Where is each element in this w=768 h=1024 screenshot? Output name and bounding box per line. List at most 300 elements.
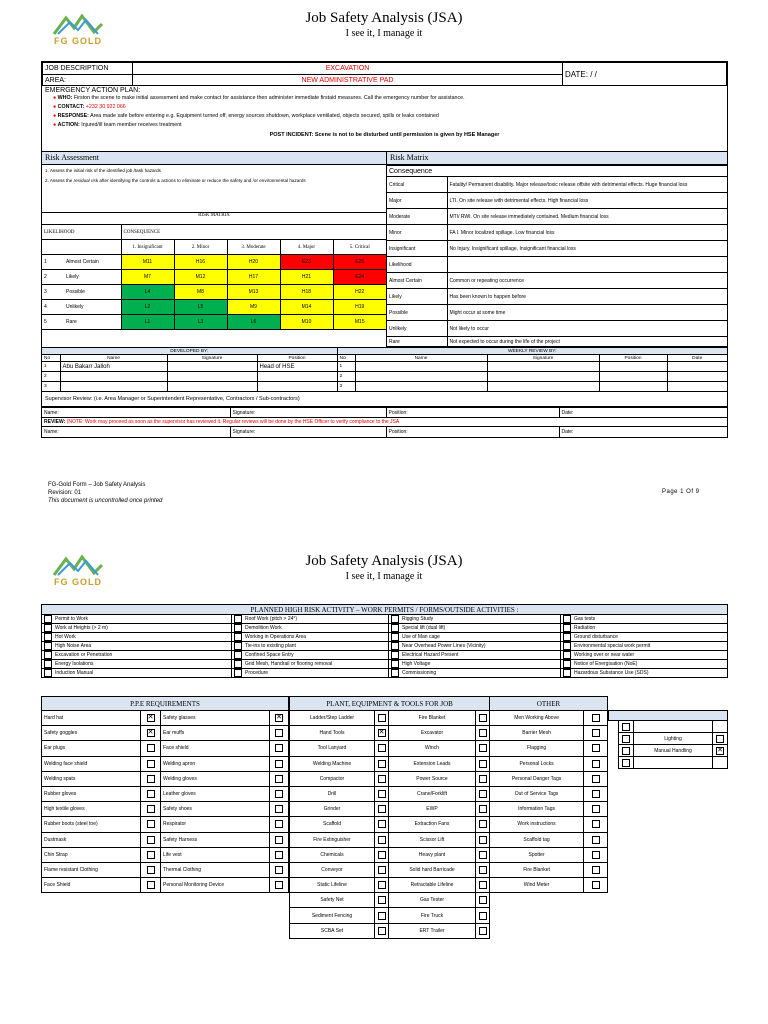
likelihood-header: LIKELIHOOD [42, 225, 121, 240]
side-item: Manual Handling [634, 745, 713, 757]
consequence-col: 4. Major [280, 240, 333, 255]
ppe-item: Flame resistant Clothing [42, 862, 141, 877]
ppe-item: Ear muffs [161, 726, 270, 741]
permit-checkbox[interactable] [563, 642, 571, 650]
ppe-item: Rubber gloves [42, 786, 141, 801]
risk-matrix [42, 224, 386, 330]
col-position: Position [257, 355, 337, 362]
ppe-item: Welding apron [161, 756, 270, 771]
likelihood-num: 4 [44, 304, 47, 310]
plant-item: Grinder [290, 802, 375, 817]
permit-checkbox[interactable] [391, 642, 399, 650]
risk-cell: H18 [280, 285, 333, 300]
risk-cell: L2 [121, 300, 174, 315]
ppe-checkbox[interactable] [275, 866, 283, 874]
other-checkbox[interactable] [592, 851, 600, 859]
permit-checkbox[interactable] [234, 624, 242, 632]
other-checkbox[interactable] [592, 866, 600, 874]
plant-item: Tool Lanyard [290, 741, 375, 756]
permit-checkbox[interactable] [234, 651, 242, 659]
plant-title: PLANT, EQUIPMENT & TOOLS FOR JOB [290, 697, 490, 711]
col-no-2: No [337, 355, 355, 362]
plant-item: Extension Leads [389, 756, 476, 771]
likelihood-desc: Might occur at some time [447, 305, 727, 321]
likelihood-num: 1 [44, 259, 47, 265]
dev-signature[interactable] [167, 362, 257, 372]
eap-value: +232 30 922 066 [85, 104, 126, 110]
ppe-item: Face Shield [42, 878, 141, 893]
ppe-checkbox[interactable] [275, 775, 283, 783]
review-position[interactable] [599, 382, 667, 392]
plant-checkbox[interactable] [378, 927, 386, 935]
ppe-checkbox[interactable] [147, 866, 155, 874]
likelihood-desc: Not expected to occur during the life of the project [447, 337, 727, 347]
plant-item: Compactor [290, 771, 375, 786]
risk-cell: H17 [227, 270, 280, 285]
permit-checkbox[interactable] [234, 669, 242, 677]
permits-table [41, 604, 728, 678]
review-name[interactable] [355, 372, 487, 382]
review-no: 1 [337, 362, 355, 372]
likelihood-key: Unlikely [387, 321, 447, 337]
eap-value: Firston the scene to make initial assessment and make contact for assistance then administer immediate firstaid measures. Call the emergency number for assistance. [73, 95, 465, 101]
review-no: 2 [337, 372, 355, 382]
page-subtitle: I see it, I manage it [345, 28, 423, 39]
other-checkbox[interactable] [592, 836, 600, 844]
side-checkbox[interactable] [622, 735, 630, 743]
eap-value: Injured/ill team member receives treatment [81, 122, 182, 128]
eap-item [45, 94, 724, 103]
eap-key: ACTION: [57, 122, 80, 128]
consequence-header: CONSEQUENCE [121, 225, 386, 240]
plant-item: EWP [389, 802, 476, 817]
review-date[interactable] [667, 362, 727, 372]
other-checkbox[interactable] [592, 760, 600, 768]
risk-matrix-header: Risk Matrix [387, 152, 727, 165]
consequence-desc: FA I. Minor localized spillage. Low financial loss [447, 225, 727, 241]
plant-checkbox[interactable] [479, 714, 487, 722]
eap-key: CONTACT: [57, 104, 85, 110]
footer [48, 481, 162, 505]
plant-checkbox[interactable] [479, 790, 487, 798]
review-note: (NOTE: Work may proceed as soon as the supervisor has reviewed it. Regular reviews will be done by the HSE Officer to verify compliance to the JSA [66, 419, 400, 425]
consequence-table [387, 165, 727, 347]
other-checkbox[interactable] [592, 714, 600, 722]
eap-item [45, 112, 724, 121]
other-item: Fire Blanket [490, 862, 584, 877]
risk-cell: H19 [333, 300, 386, 315]
plant-checkbox[interactable] [479, 820, 487, 828]
post-incident-label: POST INCIDENT: [269, 132, 314, 138]
sup-date[interactable]: Date: [559, 408, 727, 418]
dev-position [257, 372, 337, 382]
area-value: NEW ADMINISTRATIVE PAD [133, 75, 563, 86]
risk-cell: E24 [333, 270, 386, 285]
consequence-desc: LTI. On site release with detrimental effects. High financial loss [447, 193, 727, 209]
permit-checkbox[interactable] [44, 624, 52, 632]
plant-checkbox[interactable] [479, 760, 487, 768]
review-no: 3 [337, 382, 355, 392]
ppe-checkbox[interactable] [275, 836, 283, 844]
plant-checkbox[interactable] [479, 836, 487, 844]
ppe-checkbox[interactable]: ✕ [147, 714, 154, 722]
ppe-item: Welding gloves [161, 771, 270, 786]
dev-name [60, 372, 167, 382]
plant-item: Sediment Fencing [290, 908, 375, 923]
page-subtitle-2: I see it, I manage it [345, 571, 423, 582]
risk-cell: L4 [121, 285, 174, 300]
ppe-checkbox[interactable] [275, 820, 283, 828]
risk-assessment-header: Risk Assessment [42, 152, 386, 165]
review-date[interactable] [667, 372, 727, 382]
footer-revision: Revision: 01 [48, 490, 82, 496]
logo-text: FG GOLD [54, 36, 102, 46]
plant-item: ERT Trailer [389, 923, 476, 938]
plant-checkbox[interactable] [378, 714, 386, 722]
col-date-2: Date [667, 355, 727, 362]
plant-checkbox[interactable] [479, 896, 487, 904]
permit-checkbox[interactable] [391, 624, 399, 632]
risk-cell: M11 [121, 255, 174, 270]
permit-label: High Noise Area [55, 643, 92, 650]
other-checkbox[interactable] [592, 820, 600, 828]
side-item [634, 721, 713, 733]
consequence-title: Consequence [387, 166, 727, 177]
permit-checkbox[interactable] [391, 651, 399, 659]
dev-no: 3 [42, 382, 60, 392]
plant-checkbox[interactable] [479, 927, 487, 935]
permit-label: Radiation [574, 625, 596, 632]
ppe-checkbox[interactable] [147, 775, 155, 783]
likelihood-desc: Common or repeating occurrence [447, 273, 727, 289]
review-position[interactable] [599, 362, 667, 372]
eap-key: WHO: [57, 95, 73, 101]
ppe-checkbox[interactable] [275, 760, 283, 768]
plant-checkbox[interactable] [378, 836, 386, 844]
col-signature-2: Signature [487, 355, 599, 362]
likelihood-num: 5 [44, 319, 47, 325]
rev-name[interactable]: Name: [42, 427, 230, 437]
plant-checkbox[interactable] [378, 760, 386, 768]
likelihood-label: Likely [66, 274, 79, 280]
risk-cell: E23 [280, 255, 333, 270]
consequence-col: 3. Moderate [227, 240, 280, 255]
likelihood-desc: Not likely to occur [447, 321, 727, 337]
review-name[interactable] [355, 382, 487, 392]
consequence-desc: No Injury. Insignificant spillage, Insignificant financial loss [447, 241, 727, 257]
plant-checkbox[interactable] [479, 912, 487, 920]
other-item: Personal Locks [490, 756, 584, 771]
permit-checkbox[interactable] [563, 669, 571, 677]
plant-item: Ladder/Step Ladder [290, 711, 375, 726]
plant-checkbox[interactable] [378, 912, 386, 920]
footer-uncontrolled: This document is uncontrolled once printed [48, 498, 163, 504]
permit-checkbox[interactable] [234, 615, 242, 623]
permit-checkbox[interactable] [234, 633, 242, 641]
likelihood-desc: Has been known to happen before [447, 289, 727, 305]
sup-signature[interactable]: Signature: [230, 408, 386, 418]
side-item: Lighting [634, 733, 713, 745]
plant-checkbox[interactable] [378, 820, 386, 828]
permit-label: Permit to Work [55, 616, 88, 623]
eap-value: Area made safe before entering e.g. Equipment turned off, energy sources shutdown, workplace ventilated, objects secured, spills or leaks contained [90, 113, 439, 119]
plant-item: Welding Machine [290, 756, 375, 771]
risk-cell: L6 [227, 315, 280, 330]
side-checkbox[interactable] [622, 723, 630, 731]
sup-name[interactable]: Name: [42, 408, 230, 418]
risk-cell: M15 [333, 315, 386, 330]
plant-checkbox[interactable] [479, 805, 487, 813]
dev-position [257, 382, 337, 392]
page-title-2: Job Safety Analysis (JSA) [305, 553, 463, 569]
other-checkbox[interactable] [592, 744, 600, 752]
likelihood-key: Likely [387, 289, 447, 305]
consequence-key: Insignificant [387, 241, 447, 257]
ppe-item: Welding spats [42, 771, 141, 786]
permit-label: Ground disturbance [574, 634, 618, 641]
permit-label: Roof Work (pitch > 24°) [245, 616, 298, 623]
permit-label: Hot Work [55, 634, 76, 641]
other-checkbox[interactable] [592, 729, 600, 737]
dev-name [60, 382, 167, 392]
permit-label: Commissioning [402, 670, 437, 677]
review-position[interactable] [599, 372, 667, 382]
permit-checkbox[interactable] [391, 615, 399, 623]
ppe-table [41, 696, 289, 893]
permit-checkbox[interactable] [44, 651, 52, 659]
ppe-item: Hard hat [42, 711, 141, 726]
job-description-label: JOB DESCRIPTION [43, 63, 133, 75]
side-item [634, 757, 713, 769]
ppe-checkbox[interactable] [147, 820, 155, 828]
bullet-icon: ● [53, 113, 58, 119]
plant-item: Scissor Lift [389, 832, 476, 847]
consequence-desc: Fatality/ Permanent disability. Major release/toxic release offsite with detrimental effects. Huge financial loss [447, 177, 727, 193]
consequence-key: Minor [387, 225, 447, 241]
eap-list [45, 94, 724, 130]
risk-cell: M9 [227, 300, 280, 315]
permit-checkbox[interactable] [44, 615, 52, 623]
plant-checkbox[interactable] [378, 881, 386, 889]
ra-step-2: 2. Assess the [45, 178, 74, 183]
dev-signature[interactable] [167, 372, 257, 382]
dev-name: Abu Bakarr Jalloh [60, 362, 167, 372]
dev-no: 2 [42, 372, 60, 382]
developed-by-table [42, 347, 727, 392]
ppe-checkbox[interactable] [147, 836, 155, 844]
permit-checkbox[interactable] [563, 651, 571, 659]
permit-label: Gas tests [574, 616, 596, 623]
ppe-checkbox[interactable] [147, 760, 155, 768]
date-field[interactable]: DATE: / / [563, 63, 727, 86]
plant-item: Heavy plant [389, 847, 476, 862]
plant-item: Safety Net [290, 893, 375, 908]
permit-label: Near Overhead Power Lines (Vicinity) [402, 643, 486, 650]
permit-label: Demolition Work [245, 625, 282, 632]
plant-table [289, 696, 608, 939]
ppe-checkbox[interactable] [147, 881, 155, 889]
other-item: Spotter [490, 847, 584, 862]
plant-item: Fire Extinguisher [290, 832, 375, 847]
area-label: AREA: [43, 75, 133, 86]
other-item: Barrier Mesh [490, 726, 584, 741]
plant-checkbox[interactable] [479, 729, 487, 737]
ppe-item: Leather gloves [161, 786, 270, 801]
plant-item: Solid hard Barricade [389, 862, 476, 877]
risk-cell: M7 [121, 270, 174, 285]
consequence-key: Moderate [387, 209, 447, 225]
side-checkbox[interactable]: ✕ [717, 746, 723, 754]
plant-item: Drill [290, 786, 375, 801]
ppe-item: Welding face shield [42, 756, 141, 771]
risk-cell: M8 [174, 285, 227, 300]
plant-checkbox[interactable]: ✕ [378, 729, 385, 737]
ppe-item: Safety goggles [42, 726, 141, 741]
permit-checkbox[interactable] [234, 642, 242, 650]
other-checkbox[interactable] [592, 881, 600, 889]
plant-checkbox[interactable] [378, 744, 386, 752]
side-checkbox[interactable] [716, 735, 724, 743]
plant-item: Chemicals [290, 847, 375, 862]
col-name-2: Name [355, 355, 487, 362]
bullet-icon: ● [53, 95, 58, 101]
ppe-checkbox[interactable] [147, 790, 155, 798]
dev-signature[interactable] [167, 382, 257, 392]
other-checkbox[interactable] [592, 775, 600, 783]
other-checkbox[interactable] [592, 790, 600, 798]
risk-cell: M12 [174, 270, 227, 285]
permits-title: PLANNED HIGH RISK ACTIVITY – WORK PERMITS / FORMS/OUTSIDE ACTIVITIES : [42, 605, 728, 615]
plant-checkbox[interactable] [378, 775, 386, 783]
plant-checkbox[interactable] [479, 744, 487, 752]
bullet-icon: ● [53, 104, 58, 110]
plant-item: SCBA Set [290, 923, 375, 938]
ppe-checkbox[interactable]: ✕ [276, 714, 282, 722]
likelihood-label: Unlikely [66, 304, 84, 310]
ppe-item: Chin Strap [42, 847, 141, 862]
plant-item: Fire Blanket [389, 711, 476, 726]
plant-item: Retractable Lifeline [389, 878, 476, 893]
consequence-key: Major [387, 193, 447, 209]
ppe-checkbox[interactable] [147, 805, 155, 813]
permit-checkbox[interactable] [391, 660, 399, 668]
permit-label: Use of Man cage [402, 634, 440, 641]
risk-cell: L1 [121, 315, 174, 330]
risk-cell: H20 [227, 255, 280, 270]
eap-title: EMERGENCY ACTION PLAN: [45, 87, 141, 94]
ppe-title: P.P.E REQUIREMENTS [42, 697, 289, 711]
rev-position[interactable]: Position: [386, 427, 559, 437]
review-signature[interactable] [487, 382, 599, 392]
risk-cell: M13 [227, 285, 280, 300]
side-checkbox[interactable] [622, 759, 630, 767]
consequence-col: 1. Insignificant [121, 240, 174, 255]
permit-label: Notice of Energisation (NoE) [574, 661, 638, 668]
other-item: Men Working Above [490, 711, 584, 726]
ppe-checkbox[interactable] [275, 744, 283, 752]
logo-text-2: FG GOLD [54, 577, 102, 587]
likelihood-label: Almost Certain [66, 259, 99, 265]
rev-date[interactable]: Date: [559, 427, 727, 437]
other-item: Out of Service Tags [490, 786, 584, 801]
footer-form: FG-Gold Form – Job Safety Analysis [48, 482, 146, 488]
risk-cell: M10 [280, 315, 333, 330]
permit-checkbox[interactable] [391, 633, 399, 641]
risk-matrix-title: RISK MATRIX [42, 212, 386, 224]
ppe-checkbox[interactable] [275, 729, 283, 737]
plant-checkbox[interactable] [479, 775, 487, 783]
permit-checkbox[interactable] [563, 633, 571, 641]
ppe-checkbox[interactable] [147, 744, 155, 752]
likelihood-key: Possible [387, 305, 447, 321]
review-date[interactable] [667, 382, 727, 392]
review-name[interactable] [355, 362, 487, 372]
plant-checkbox[interactable] [479, 851, 487, 859]
rev-signature[interactable]: Signature: [230, 427, 386, 437]
plant-checkbox[interactable] [378, 790, 386, 798]
ppe-checkbox[interactable]: ✕ [147, 729, 154, 737]
permit-checkbox[interactable] [391, 669, 399, 677]
side-checkbox[interactable] [622, 747, 630, 755]
permit-checkbox[interactable] [563, 624, 571, 632]
other-title: OTHER [490, 697, 608, 711]
likelihood-num: 2 [44, 274, 47, 280]
ppe-item: Life vest [161, 847, 270, 862]
ppe-item: Safety glasses [161, 711, 270, 726]
permit-checkbox[interactable] [234, 660, 242, 668]
plant-checkbox[interactable] [378, 805, 386, 813]
risk-cell: E25 [333, 255, 386, 270]
plant-checkbox[interactable] [479, 866, 487, 874]
sup-position[interactable]: Position: [386, 408, 559, 418]
ppe-checkbox[interactable] [275, 851, 283, 859]
plant-item: Crane/Forklift [389, 786, 476, 801]
bullet-icon: ● [53, 122, 58, 128]
permit-label: Special lift (dual lift) [402, 625, 446, 632]
review-signature[interactable] [487, 372, 599, 382]
eap-key: RESPONSE: [57, 113, 89, 119]
supervisor-review: Supervisor Review: (i.e. Area Manager or Superintendent Representative, Contractors / Sub-contractors) [42, 392, 727, 407]
plant-checkbox[interactable] [378, 866, 386, 874]
post-incident-text: Scene is not to be disturbed until permission is given by HSE Manager [314, 132, 500, 138]
risk-cell: L5 [174, 300, 227, 315]
ra-residual: residual risk [73, 178, 99, 183]
eap-item [45, 121, 724, 130]
permit-checkbox[interactable] [44, 660, 52, 668]
review-signature[interactable] [487, 362, 599, 372]
plant-checkbox[interactable] [378, 896, 386, 904]
permit-checkbox[interactable] [44, 633, 52, 641]
dev-position: Head of HSE [257, 362, 337, 372]
plant-checkbox[interactable] [378, 851, 386, 859]
likelihood-key: Almost Certain [387, 273, 447, 289]
ppe-checkbox[interactable] [275, 805, 283, 813]
likelihood-num: 3 [44, 289, 47, 295]
consequence-key: Critical [387, 177, 447, 193]
permit-checkbox[interactable] [44, 642, 52, 650]
other-checkbox[interactable] [592, 805, 600, 813]
permit-label: Energy Isolations [55, 661, 94, 668]
permit-checkbox[interactable] [563, 660, 571, 668]
ppe-checkbox[interactable] [275, 881, 283, 889]
plant-checkbox[interactable] [479, 881, 487, 889]
ppe-checkbox[interactable] [147, 851, 155, 859]
ppe-checkbox[interactable] [275, 790, 283, 798]
permit-checkbox[interactable] [563, 615, 571, 623]
permit-checkbox[interactable] [44, 669, 52, 677]
permit-label: Hazardous Substance Use (SDS) [574, 670, 649, 677]
plant-item: Scaffold [290, 817, 375, 832]
